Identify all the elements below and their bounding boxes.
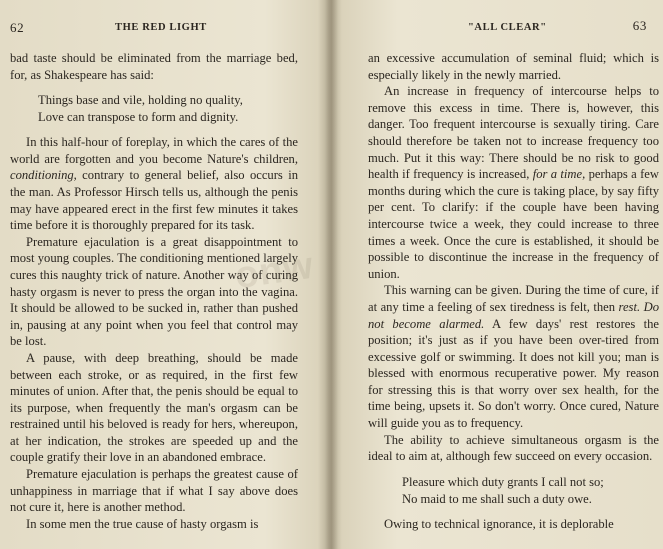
- right-paragraph: an excessive accumulation of seminal fluid; which is especially likely in the newly married.: [368, 51, 659, 82]
- left-paragraph: bad taste should be eliminated from the marriage bed, for, as Shakespeare has said:: [10, 51, 298, 82]
- left-paragraph: Premature ejaculation is a great disappointment to most young couples. The conditioning mentioned largely cures this naughty trick of nature. Another way of curing hasty orgasm is never to press the organ into the vagina. It should be allowed to be sucked in, rather than pushed in, pausing at any point when you feel that control may be lost.: [10, 234, 298, 349]
- right-page: [338, 0, 663, 549]
- text-run: An increase in frequency of intercourse helps to remove this excess in time. There is, however, this danger. Too frequent intercourse is sexually tiring. Care should therefore be taken not to increase frequency too much. Put it this way: There should be no risk to good health if frequency is increased,: [368, 84, 659, 182]
- left-paragraph: In some men the true cause of hasty orgasm is: [26, 516, 259, 531]
- emphasis-text: conditioning,: [10, 168, 77, 183]
- right-page-number: 63: [632, 18, 647, 33]
- verse-line: Things base and vile, holding no quality,: [38, 93, 243, 108]
- text-run: This warning can be given. During the time of cure, if at any time a feeling of sex tiredness is felt, then: [368, 283, 659, 314]
- left-paragraph: [10, 134, 298, 234]
- right-paragraph: The ability to achieve simultaneous orgasm is the ideal to aim at, although few succeed on every occasion.: [368, 432, 659, 464]
- right-paragraph: Owing to technical ignorance, it is deplorable: [384, 516, 614, 531]
- text-run: contrary to general belief, also occurs in the man. As Professor Hirsch tells us, although the penis may have appeared erect in the first few minutes it takes time before it is thoroughly prepared for its task.: [10, 168, 298, 233]
- text-run: In this half-hour of foreplay, in which the cares of the world are forgotten and you become Nature's children,: [10, 135, 298, 166]
- emphasis-text: Do not become alarmed.: [368, 299, 659, 331]
- right-running-head: [338, 18, 663, 38]
- right-paragraph: [368, 83, 659, 282]
- verse-line: Love can transpose to form and dignity.: [38, 110, 239, 125]
- left-paragraph: A pause, with deep breathing, should be made between each stroke, or as required, in the first few minutes of union. After that, the penis should be equal to its purpose, when frequently the man's orgasm can be restrained until his beloved is ready for hers, whereupon, at her indication, the strokes are speeded up and the couple gratify their love in an abandoned embrace.: [10, 350, 298, 465]
- watermark: onw: [232, 244, 317, 298]
- left-running-title: THE RED LIGHT: [115, 22, 207, 33]
- left-verse: [38, 92, 298, 126]
- emphasis-text: rest.: [618, 299, 641, 314]
- verse-line: No maid to me shall such a duty owe.: [402, 491, 592, 506]
- left-running-head: [0, 22, 320, 38]
- text-run: A few days' rest restores the position; it's just as if you have been over-tired from excessive golf or swimming. It does not kill you; man is blessed with enormous recuperative power. My reason for stressing this is that worry over sex health, for the time being, upsets it. So don't worry. Once cured, Nature will guide you as to frequency.: [368, 316, 659, 431]
- right-paragraph: [368, 282, 659, 431]
- text-run: perhaps a few months during which the cure is taking place, by say fifty per cent. To clarify: if the couple have been having intercourse twice a week, they could increase to three times a week. Once the cure is established, it should be possible to discontinue the increase in the frequency of union.: [368, 167, 659, 281]
- left-page-number: 62: [10, 20, 25, 35]
- right-verse: [402, 474, 659, 508]
- right-body-text: [368, 50, 659, 532]
- verse-line: Pleasure which duty grants I call not so;: [402, 474, 604, 489]
- left-paragraph: Premature ejaculation is perhaps the greatest cause of unhappiness in marriage that if what I say above does not cure it, here is another method.: [10, 467, 298, 515]
- emphasis-text: for a time,: [532, 167, 586, 182]
- right-running-title: "ALL CLEAR": [468, 22, 547, 33]
